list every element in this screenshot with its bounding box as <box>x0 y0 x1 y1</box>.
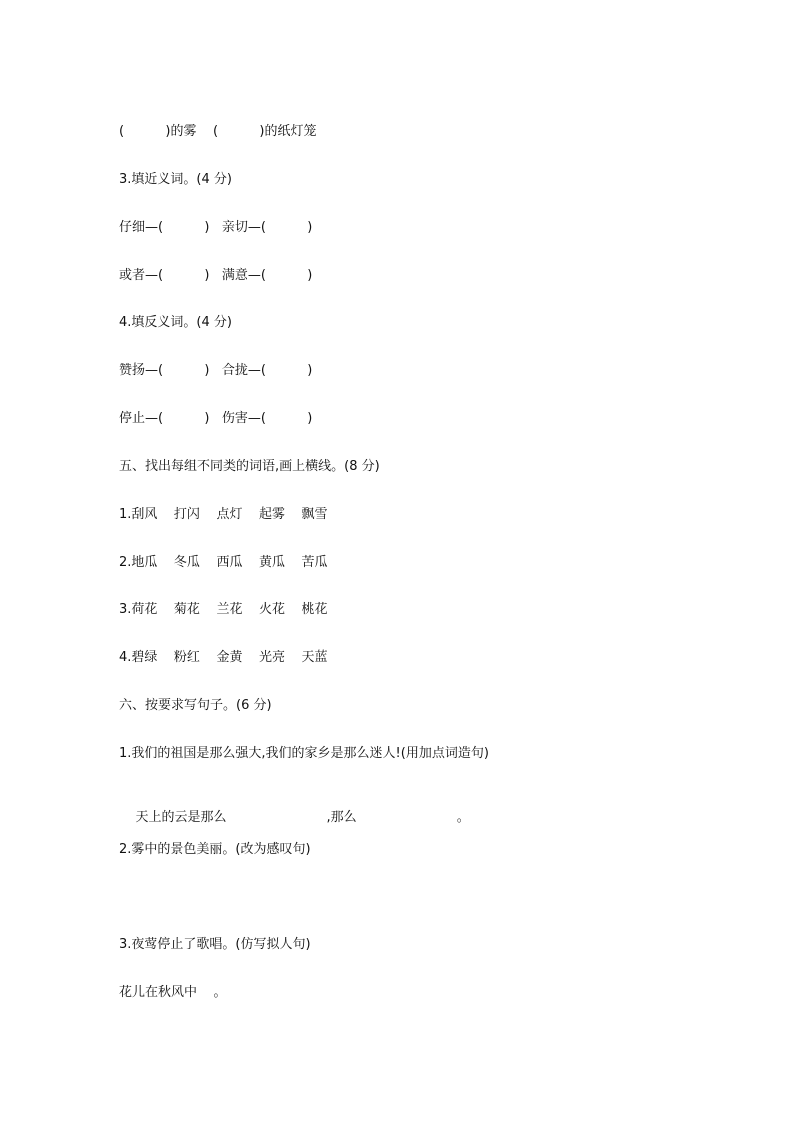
synonym-row-1: 仔细—( ) 亲切—( ) <box>119 220 313 235</box>
word-group-2: 2.地瓜 冬瓜 西瓜 黄瓜 苦瓜 <box>119 555 328 570</box>
sentence-answer-3: 花儿在秋风中 。 <box>119 985 227 1000</box>
section-six-heading: 六、按要求写句子。(6 分) <box>119 698 272 713</box>
word-group-1: 1.刮风 打闪 点灯 起雾 飘雪 <box>119 507 328 522</box>
sentence-task-3: 3.夜莺停止了歌唱。(仿写拟人句) <box>119 937 311 952</box>
sentence-task-1: 1.我们的祖国是那么强大,我们的家乡是那么迷人!(用加点词造句) <box>119 746 489 761</box>
word-group-3: 3.荷花 菊花 兰花 火花 桃花 <box>119 602 328 617</box>
sentence-task-2: 2.雾中的景色美丽。(改为感叹句) <box>119 842 311 857</box>
antonym-row-2: 停止—( ) 伤害—( ) <box>119 411 313 426</box>
synonym-heading: 3.填近义词。(4 分) <box>119 172 232 187</box>
antonym-row-1: 赞扬—( ) 合拢—( ) <box>119 363 313 378</box>
blank-fill-line: ( )的雾 ( )的纸灯笼 <box>119 124 317 139</box>
word-group-4: 4.碧绿 粉红 金黄 光亮 天蓝 <box>119 650 328 665</box>
synonym-row-2: 或者—( ) 满意—( ) <box>119 268 313 283</box>
antonym-heading: 4.填反义词。(4 分) <box>119 315 232 330</box>
sentence-answer-1 <box>119 794 470 842</box>
answer-segment-3: 。 <box>456 810 470 825</box>
answer-segment-2: ,那么 <box>326 810 357 825</box>
answer-segment-1: 天上的云是那么 <box>135 810 227 825</box>
section-five-heading: 五、找出每组不同类的词语,画上横线。(8 分) <box>119 459 380 474</box>
